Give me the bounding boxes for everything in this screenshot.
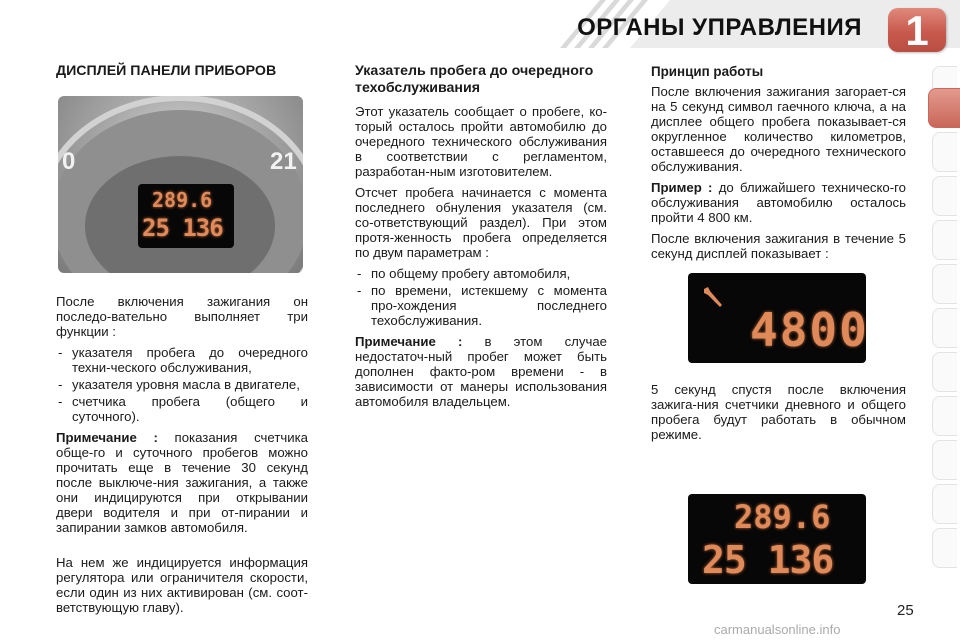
example-text: до ближайшего техническо-го обслуживания автомобилю осталось пройти 4 800 км. (651, 180, 906, 225)
chapter-tab[interactable] (932, 176, 957, 216)
example-label: Пример : (651, 180, 713, 195)
instrument-panel-photo (58, 96, 303, 273)
trip-reading: 289.6 (734, 498, 831, 536)
paragraph: Отсчет пробега начинается с момента последнего обнуления указателя (см. со-ответствующий раздел). При этом протя-женность пробега определяется по двум параметрам : (355, 185, 607, 260)
paragraph: На нем же индицируется информация регулятора или ограничителя скорости, если один из них активирован (см. соот-ветствующую главу). (56, 555, 308, 615)
list-item: - по общему пробегу автомобиля, (355, 266, 607, 281)
trip-reading: 289.6 (152, 188, 213, 212)
chapter-tab[interactable] (932, 396, 957, 436)
left-column (56, 63, 306, 80)
note-text: показания счетчика обще-го и суточного пробегов можно прочитать еще в течение 30 секунд после выключе-ния зажигания, а также они индицируются при открывании двери водителя и при от-пирании и запирании замков автомобиля. (56, 430, 308, 535)
paragraph: После включения зажигания в течение 5 секунд дисплей показывает : (651, 231, 906, 261)
note-text: в этом случае недостаточ-ный пробег может быть дополнен факто-ром времени - в зависимости от манеры использования автомобиля владельцем. (355, 334, 607, 409)
list-item: - указателя пробега до очередного техни-ческого обслуживания, (56, 345, 308, 375)
right-column (651, 63, 906, 267)
example-paragraph (651, 180, 906, 225)
paragraph: 5 секунд спустя после включения зажига-ния счетчики дневного и общего пробега будут работать в обычном режиме. (651, 382, 906, 442)
paragraph: После включения зажигания он последо-вательно выполняет три функции : (56, 294, 308, 339)
middle-column (355, 63, 607, 415)
note-paragraph (56, 430, 308, 535)
list-item: - по времени, истекшему с момента про-хождения последнего техобслуживания. (355, 283, 607, 328)
odometer-lcd-normal (688, 494, 866, 584)
function-list (56, 345, 308, 424)
left-column-text (56, 294, 308, 621)
total-reading: 25 136 (702, 538, 834, 582)
page-number: 25 (897, 602, 914, 619)
wrench-icon (698, 283, 728, 313)
section-heading: Указатель пробега до очередного техобслуживания (355, 63, 594, 96)
chapter-tabs (928, 66, 960, 574)
section-heading: ДИСПЛЕЙ ПАНЕЛИ ПРИБОРОВ (56, 63, 277, 79)
paragraph: Этот указатель сообщает о пробеге, ко-торый осталось пройти автомобилю до очередного технического обслуживания в соответствии с регламентом, разработан-ным изготовителем. (355, 104, 607, 179)
chapter-tab-active[interactable] (928, 88, 960, 128)
odometer-lcd (138, 184, 234, 248)
service-indicator-lcd (688, 273, 869, 363)
dial-left-number: 0 (62, 148, 76, 175)
paragraph: После включения зажигания загорает-ся на 5 секунд символ гаечного ключа, а на дисплее общего пробега показывает-ся округленное количество километров, оставшееся до очередного технического обслуживания. (651, 84, 906, 174)
chapter-tab[interactable] (932, 484, 957, 524)
page-title: ОРГАНЫ УПРАВЛЕНИЯ (577, 14, 862, 41)
dial-right-number: 21 (270, 148, 297, 175)
chapter-tab[interactable] (932, 132, 957, 172)
chapter-badge: 1 (888, 8, 946, 52)
list-item: - счетчика пробега (общего и суточного). (56, 394, 308, 424)
note-label: Примечание : (56, 430, 158, 445)
list-item: - указателя уровня масла в двигателе, (56, 377, 308, 392)
total-reading: 25 136 (142, 214, 223, 242)
criteria-list (355, 266, 607, 328)
chapter-tab[interactable] (932, 352, 957, 392)
right-column-lower (651, 382, 906, 448)
chapter-tab[interactable] (932, 440, 957, 480)
chapter-tab[interactable] (932, 220, 957, 260)
chapter-tab[interactable] (932, 264, 957, 304)
service-distance: 4800 (750, 303, 869, 357)
chapter-tab[interactable] (932, 528, 957, 568)
watermark: carmanualsonline.info (714, 622, 841, 637)
note-label: Примечание : (355, 334, 463, 349)
chapter-tab[interactable] (932, 308, 957, 348)
section-heading: Принцип работы (651, 64, 764, 79)
note-paragraph (355, 334, 607, 409)
